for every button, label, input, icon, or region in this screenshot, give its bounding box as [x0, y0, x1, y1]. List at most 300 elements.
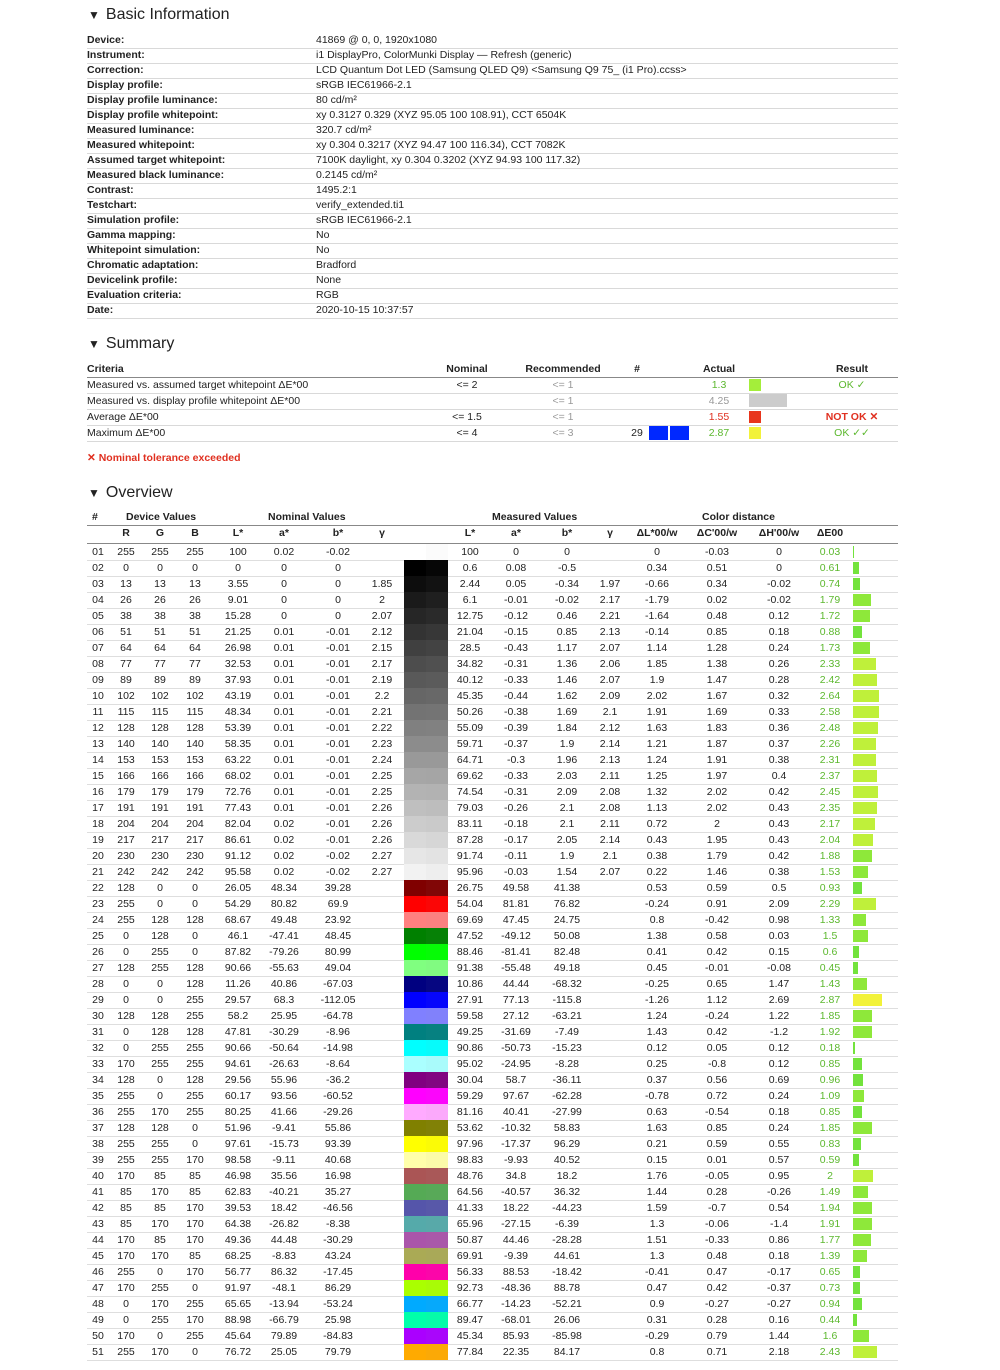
cell-n: 27: [92, 962, 104, 974]
info-key: Assumed target whitepoint:: [87, 154, 226, 166]
table-row: [87, 864, 898, 881]
cell-ng: 2.17: [371, 658, 393, 670]
cell-n: 42: [92, 1202, 104, 1214]
cell-nl: 47.81: [224, 1026, 252, 1038]
delta-e-bar: [853, 802, 877, 814]
cell-dh: 0.12: [768, 610, 790, 622]
cell-ml: 59.29: [456, 1090, 484, 1102]
cell-de: 2.45: [819, 786, 841, 798]
cell-na: 0.01: [273, 642, 295, 654]
cell-na: 0.01: [273, 802, 295, 814]
cell-r: 153: [117, 754, 135, 766]
cell-n: 33: [92, 1058, 104, 1070]
cell-dl: 0.34: [646, 562, 668, 574]
nominal-swatch: [404, 1040, 426, 1056]
delta-e-bar: [853, 1090, 864, 1102]
table-row: [87, 800, 898, 817]
cell-dl: 1.91: [646, 706, 668, 718]
cell-nb: 25.98: [324, 1314, 352, 1326]
info-row: [87, 213, 898, 229]
cell-n: 21: [92, 866, 104, 878]
cell-dl: 0.12: [646, 1042, 668, 1054]
cell-g: 85: [154, 1170, 166, 1182]
table-row: [87, 768, 898, 785]
info-key: Display profile whitepoint:: [87, 109, 219, 121]
nominal-swatch: [404, 1056, 426, 1072]
cell-dl: -0.41: [645, 1266, 669, 1278]
cell-nb: 49.04: [324, 962, 352, 974]
cell-g: 26: [154, 594, 166, 606]
cell-ml: 64.56: [456, 1186, 484, 1198]
cell-dh: -0.02: [767, 594, 791, 606]
cell-b: 170: [186, 1266, 204, 1278]
cell-de: 0.65: [819, 1266, 841, 1278]
info-row: [87, 48, 898, 64]
cell-n: 45: [92, 1250, 104, 1262]
col-nominal: Nominal: [446, 363, 488, 375]
patch-number: 29: [631, 427, 643, 439]
nominal-swatch: [404, 752, 426, 768]
cell-g: 179: [151, 786, 169, 798]
cell-dl: -1.79: [645, 594, 669, 606]
measured-swatch: [426, 1184, 448, 1200]
group-number: #: [92, 511, 98, 523]
cell-mb: 0: [564, 546, 570, 558]
cell-mg: 2.11: [600, 770, 620, 782]
delta-e-bar: [853, 786, 878, 798]
cell-na: 0.01: [273, 754, 295, 766]
recommended-value: <= 1: [552, 379, 574, 391]
cell-ng: 1.85: [371, 578, 393, 590]
cell-nl: 100: [229, 546, 247, 558]
cell-n: 07: [92, 642, 104, 654]
measured-swatch: [426, 640, 448, 656]
cell-mb: 88.78: [553, 1282, 581, 1294]
cell-ma: -0.39: [504, 722, 528, 734]
table-row: [87, 704, 898, 721]
cell-ml: 26.75: [456, 882, 484, 894]
delta-e-bar: [853, 930, 868, 942]
nominal-swatch: [404, 992, 426, 1008]
nominal-swatch: [404, 1168, 426, 1184]
cell-mb: -63.21: [552, 1010, 582, 1022]
cell-dc: 0.28: [706, 1186, 728, 1198]
cell-mb: -7.49: [555, 1026, 579, 1038]
table-row: [87, 1120, 898, 1137]
cell-nl: 63.22: [224, 754, 252, 766]
delta-e-bar: [853, 594, 871, 606]
cell-mb: 24.75: [553, 914, 581, 926]
cell-ma: 85.93: [502, 1330, 530, 1342]
cell-nl: 21.25: [224, 626, 252, 638]
cell-dc: 1.97: [706, 770, 728, 782]
collapse-triangle-icon[interactable]: ▼: [88, 337, 100, 351]
group-color-distance: Color distance: [702, 511, 775, 523]
table-row: [87, 1008, 898, 1025]
cell-r: 51: [120, 626, 132, 638]
cell-mg: 2.21: [599, 610, 621, 622]
cell-dh: -0.02: [767, 578, 791, 590]
recommended-value: <= 3: [552, 427, 574, 439]
cell-ml: 28.5: [459, 642, 481, 654]
cell-dh: 0: [776, 562, 782, 574]
cell-r: 0: [123, 1042, 129, 1054]
cell-r: 85: [120, 1218, 132, 1230]
measured-swatch: [426, 768, 448, 784]
cell-ml: 66.77: [456, 1298, 484, 1310]
table-row: [87, 912, 898, 929]
result-text: OK ✓✓: [834, 427, 870, 439]
cell-nl: 46.98: [224, 1170, 252, 1182]
cell-g: 191: [151, 802, 169, 814]
cell-n: 44: [92, 1234, 104, 1246]
cell-na: -9.41: [272, 1122, 296, 1134]
table-row: [87, 848, 898, 865]
cell-na: 55.96: [270, 1074, 298, 1086]
cell-na: 0.01: [273, 674, 295, 686]
nominal-swatch: [404, 880, 426, 896]
cell-de: 0.85: [819, 1058, 841, 1070]
cell-n: 35: [92, 1090, 104, 1102]
cell-g: 128: [151, 1010, 169, 1022]
cell-r: 255: [117, 1266, 135, 1278]
cell-mb: 50.08: [553, 930, 581, 942]
cell-nb: -0.02: [326, 866, 350, 878]
delta-e-bar: [853, 1202, 872, 1214]
info-value: verify_extended.ti1: [316, 199, 405, 211]
col-result: Result: [835, 363, 869, 375]
cell-n: 01: [92, 546, 104, 558]
cell-nb: -67.03: [323, 978, 353, 990]
cell-de: 1.49: [819, 1186, 841, 1198]
cell-b: 128: [186, 1026, 204, 1038]
cell-dc: -0.7: [707, 1202, 727, 1214]
cell-g: 170: [151, 1298, 169, 1310]
cell-ml: 45.35: [456, 690, 484, 702]
cell-ma: -40.57: [501, 1186, 531, 1198]
cell-nl: 91.97: [224, 1282, 252, 1294]
cell-dh: 0.24: [768, 642, 790, 654]
cell-g: 204: [151, 818, 169, 830]
tolerance-warning: ✕ Nominal tolerance exceeded: [87, 452, 241, 464]
info-value: sRGB IEC61966-2.1: [316, 214, 412, 226]
cell-r: 255: [117, 1090, 135, 1102]
cell-ml: 69.91: [456, 1250, 484, 1262]
cell-b: 170: [186, 1154, 204, 1166]
cell-dc: 0.34: [706, 578, 728, 590]
basic-information-heading[interactable]: ▼ Basic Information: [88, 6, 230, 23]
cell-de: 0.73: [819, 1282, 841, 1294]
cell-ma: 81.81: [502, 898, 530, 910]
cell-dc: 0.02: [706, 594, 728, 606]
cell-r: 204: [117, 818, 135, 830]
cell-ml: 64.71: [456, 754, 484, 766]
cell-dh: 0.36: [768, 722, 790, 734]
cell-b: 26: [189, 594, 201, 606]
table-row: [87, 672, 898, 689]
info-row: [87, 303, 898, 319]
cell-g: 153: [151, 754, 169, 766]
delta-e-bar: [853, 1282, 860, 1294]
cell-ml: 45.34: [456, 1330, 484, 1342]
overview-heading[interactable]: ▼ Overview: [88, 484, 173, 501]
cell-na: 18.42: [270, 1202, 298, 1214]
cell-nl: 0: [235, 562, 241, 574]
group-device-values: Device Values: [126, 511, 197, 523]
info-key: Measured black luminance:: [87, 169, 225, 181]
cell-g: 115: [151, 706, 169, 718]
cell-ma: 40.41: [502, 1106, 530, 1118]
cell-b: 0: [192, 882, 198, 894]
measured-swatch: [426, 672, 448, 688]
cell-b: 204: [186, 818, 204, 830]
cell-mb: 2.09: [556, 786, 578, 798]
cell-de: 0.74: [819, 578, 841, 590]
cell-g: 140: [151, 738, 169, 750]
col-header-ma: a*: [511, 527, 521, 539]
info-row: [87, 183, 898, 199]
nominal-swatch: [404, 1328, 426, 1344]
cell-r: 191: [117, 802, 135, 814]
cell-ml: 92.73: [456, 1282, 484, 1294]
cell-de: 0.96: [819, 1074, 841, 1086]
info-row: [87, 63, 898, 79]
delta-e-bar: [853, 946, 859, 958]
cell-dl: 1.44: [646, 1186, 668, 1198]
cell-b: 0: [192, 1122, 198, 1134]
cell-dl: 1.38: [646, 930, 668, 942]
cell-b: 77: [189, 658, 201, 670]
cell-n: 06: [92, 626, 104, 638]
col-header-na: a*: [279, 527, 289, 539]
cell-dh: 0.42: [768, 786, 790, 798]
cell-dl: 1.59: [646, 1202, 668, 1214]
cell-mb: 40.52: [553, 1154, 581, 1166]
cell-g: 255: [151, 546, 169, 558]
cell-dc: 0.91: [706, 898, 728, 910]
cell-nb: 80.99: [324, 946, 352, 958]
cell-r: 170: [117, 1058, 135, 1070]
cell-dl: -0.66: [645, 578, 669, 590]
cell-n: 23: [92, 898, 104, 910]
cell-g: 51: [154, 626, 166, 638]
info-row: [87, 288, 898, 304]
cell-ng: 2.23: [371, 738, 393, 750]
cell-de: 1.88: [819, 850, 841, 862]
cell-dc: 0.79: [706, 1330, 728, 1342]
cell-dc: 1.47: [706, 674, 728, 686]
cell-nl: 82.04: [224, 818, 252, 830]
measured-swatch: [426, 816, 448, 832]
cell-g: 128: [151, 1026, 169, 1038]
cell-g: 128: [151, 722, 169, 734]
cell-na: 0.01: [273, 770, 295, 782]
cell-b: 128: [186, 1074, 204, 1086]
nominal-swatch: [404, 864, 426, 880]
cell-r: 128: [117, 1122, 135, 1134]
cell-ml: 65.96: [456, 1218, 484, 1230]
recommended-value: <= 1: [552, 411, 574, 423]
info-key: Evaluation criteria:: [87, 289, 182, 301]
table-row: [87, 608, 898, 625]
table-row: [87, 1088, 898, 1105]
nominal-swatch: [404, 544, 426, 560]
cell-nb: 23.92: [324, 914, 352, 926]
cell-ma: 0: [513, 546, 519, 558]
nominal-swatch: [404, 736, 426, 752]
cell-ma: -10.32: [501, 1122, 531, 1134]
cell-dc: 0.72: [706, 1090, 728, 1102]
cell-mb: 0.46: [556, 610, 578, 622]
info-key: Display profile luminance:: [87, 94, 218, 106]
cell-de: 1.43: [819, 978, 841, 990]
cell-nl: 48.34: [224, 706, 252, 718]
col-header-nl: L*: [232, 527, 244, 539]
nominal-swatch: [404, 1072, 426, 1088]
cell-dh: 0.69: [768, 1074, 790, 1086]
cell-nl: 3.55: [227, 578, 249, 590]
cell-r: 0: [123, 946, 129, 958]
delta-e-bar: [853, 690, 879, 702]
measured-swatch: [426, 1280, 448, 1296]
measured-swatch: [426, 1328, 448, 1344]
cell-g: 128: [151, 930, 169, 942]
cell-nb: 79.79: [324, 1346, 352, 1358]
cell-ma: 44.46: [502, 1234, 530, 1246]
cell-b: 89: [189, 674, 201, 686]
cell-nl: 58.35: [224, 738, 252, 750]
cell-nb: -0.01: [326, 626, 350, 638]
table-row: [87, 784, 898, 801]
measured-swatch: [426, 944, 448, 960]
cell-g: 242: [151, 866, 169, 878]
measured-swatch: [426, 608, 448, 624]
delta-e-bar: [853, 754, 876, 766]
cell-na: 0: [281, 578, 287, 590]
cell-ma: -0.31: [504, 658, 528, 670]
cell-de: 1.85: [819, 1122, 841, 1134]
cell-n: 15: [92, 770, 104, 782]
measured-swatch: [426, 688, 448, 704]
cell-nb: -8.96: [326, 1026, 350, 1038]
info-key: Devicelink profile:: [87, 274, 178, 286]
cell-ml: 100: [461, 546, 479, 558]
cell-mg: 2.12: [599, 722, 621, 734]
nominal-swatch: [404, 1120, 426, 1136]
cell-dh: 2.09: [768, 898, 790, 910]
cell-na: -13.94: [269, 1298, 299, 1310]
cell-ml: 49.25: [456, 1026, 484, 1038]
table-row: [87, 896, 898, 913]
nominal-swatch: [404, 576, 426, 592]
summary-heading[interactable]: ▼ Summary: [88, 335, 175, 352]
cell-na: 0: [281, 610, 287, 622]
cell-nl: 86.61: [224, 834, 252, 846]
cell-b: 0: [192, 1138, 198, 1150]
col-header-ml: L*: [464, 527, 476, 539]
cell-n: 13: [92, 738, 104, 750]
cell-ma: -17.37: [501, 1138, 531, 1150]
delta-e-bar: [853, 1346, 877, 1358]
cell-n: 49: [92, 1314, 104, 1326]
cell-nl: 58.2: [227, 1010, 249, 1022]
cell-de: 0.88: [819, 626, 841, 638]
cell-na: 0.01: [273, 786, 295, 798]
cell-nb: -0.01: [326, 706, 350, 718]
cell-dl: 1.32: [646, 786, 668, 798]
table-row: [87, 560, 898, 577]
info-row: [87, 138, 898, 154]
delta-e-bar: [853, 1154, 859, 1166]
cell-r: 166: [117, 770, 135, 782]
cell-dh: 0.33: [768, 706, 790, 718]
col-actual: Actual: [702, 363, 736, 375]
cell-nl: 26.05: [224, 882, 252, 894]
cell-n: 39: [92, 1154, 104, 1166]
cell-nl: 9.01: [227, 594, 249, 606]
info-value: xy 0.3127 0.329 (XYZ 95.05 100 108.91), CCT 6504K: [316, 109, 567, 121]
cell-nb: -64.78: [323, 1010, 353, 1022]
cell-nl: 68.02: [224, 770, 252, 782]
cell-nl: 51.96: [224, 1122, 252, 1134]
cell-dc: 1.38: [706, 658, 728, 670]
delta-e-bar: [853, 626, 862, 638]
cell-n: 17: [92, 802, 104, 814]
delta-e-bar: [853, 1042, 855, 1054]
cell-nb: 55.86: [324, 1122, 352, 1134]
cell-ng: 2.22: [371, 722, 393, 734]
cell-g: 170: [151, 1186, 169, 1198]
info-value: 2020-10-15 10:37:57: [316, 304, 414, 316]
nominal-swatch: [404, 1008, 426, 1024]
cell-dl: 0.37: [646, 1074, 668, 1086]
table-row: [87, 736, 898, 753]
nominal-swatch: [404, 1136, 426, 1152]
cell-dc: 0.48: [706, 1250, 728, 1262]
result-indicator: [749, 411, 761, 423]
result-indicator: [749, 379, 761, 391]
info-row: [87, 273, 898, 289]
cell-dc: 1.12: [706, 994, 728, 1006]
nominal-swatch: [404, 720, 426, 736]
cell-b: 140: [186, 738, 204, 750]
delta-e-bar: [853, 1186, 868, 1198]
cell-dc: 0.42: [706, 946, 728, 958]
cell-n: 08: [92, 658, 104, 670]
criteria-text: Measured vs. assumed target whitepoint ΔE*00: [87, 379, 309, 391]
cell-b: 242: [186, 866, 204, 878]
cell-de: 1.53: [819, 866, 841, 878]
collapse-triangle-icon[interactable]: ▼: [88, 8, 100, 22]
cell-g: 255: [151, 1058, 169, 1070]
cell-dh: 0.4: [771, 770, 787, 782]
collapse-triangle-icon[interactable]: ▼: [88, 486, 100, 500]
cell-r: 64: [120, 642, 132, 654]
cell-mb: 84.17: [553, 1346, 581, 1358]
cell-dc: 1.69: [706, 706, 728, 718]
cell-dh: 0.26: [768, 658, 790, 670]
cell-de: 1.79: [819, 594, 841, 606]
cell-dh: 0.43: [768, 834, 790, 846]
info-value: 7100K daylight, xy 0.304 0.3202 (XYZ 94.93 100 117.32): [316, 154, 581, 166]
cell-r: 255: [117, 1346, 135, 1358]
cell-ma: -0.31: [504, 786, 528, 798]
measured-swatch: [426, 1200, 448, 1216]
cell-dl: -0.29: [645, 1330, 669, 1342]
cell-dl: 1.25: [646, 770, 668, 782]
cell-dh: 0.43: [768, 802, 790, 814]
cell-ng: 2.25: [371, 786, 393, 798]
